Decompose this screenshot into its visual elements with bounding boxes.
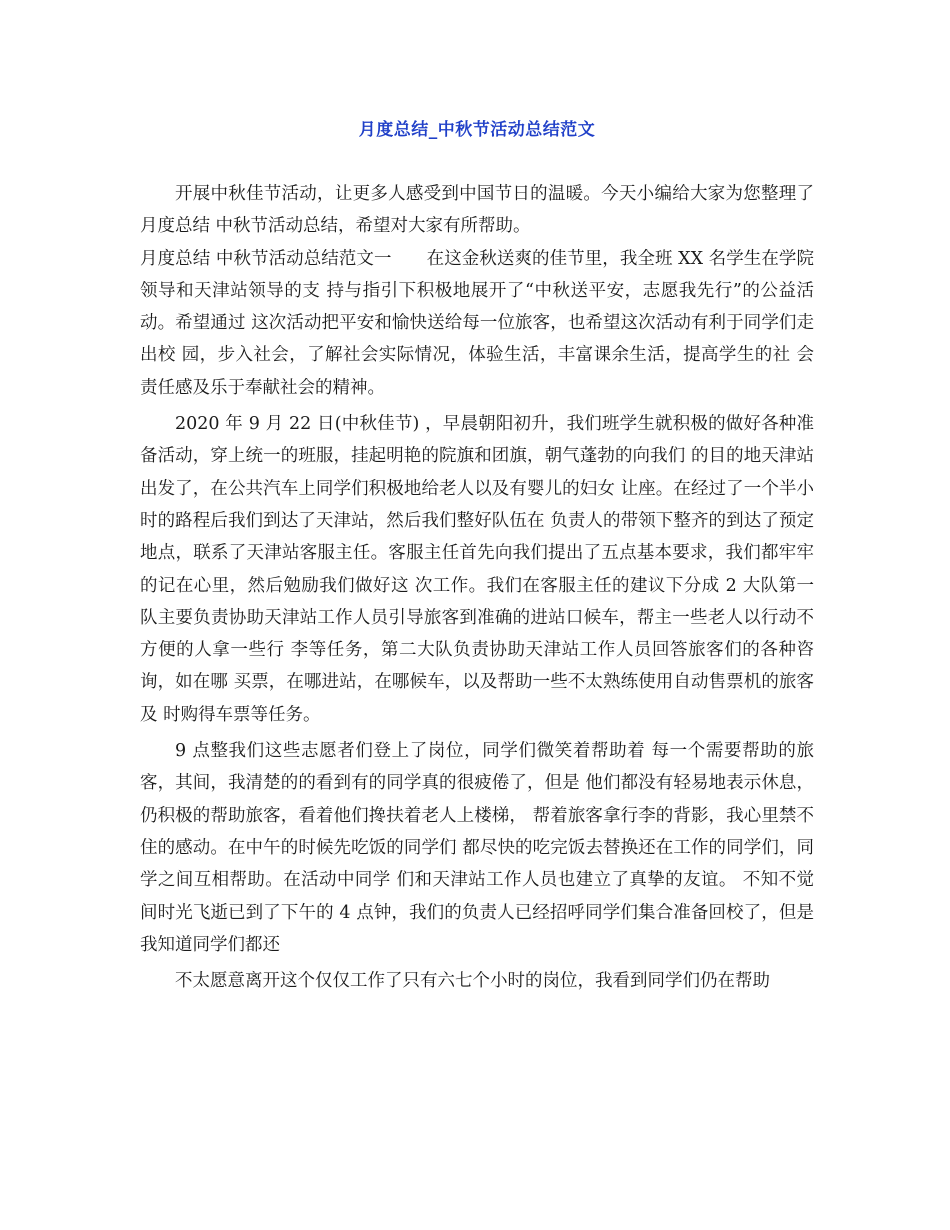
paragraph-body-3: 不太愿意离开这个仅仅工作了只有六七个小时的岗位，我看到同学们仍在帮助: [175, 971, 770, 992]
document-page: [140, 118, 814, 997]
document-title: 月度总结_中秋节活动总结范文: [358, 120, 596, 140]
paragraph-body-2: 9 点整我们这些志愿者们登上了岗位，同学们微笑着帮助着 每一个需要帮助的旅客，其间，我清楚的的看到有的同学真的很疲倦了，但是 他们都没有轻易地表示休息，仍积极的帮助旅客，看着他们搀扶着老人上楼梯， 帮着旅客拿行李的背影，我心里禁不住的感动。在中午的时候先吃饭的同学们 都尽快的吃完饭去替换还在工作的同学们，同学之间互相帮助。在活动中同学 们和天津站工作人员也建立了真挚的友谊。 不知不觉间时光飞逝已到了下午的 4 点钟，我们的负责人已经招呼同学们集合准备回校了，但是我知道同学们都还: [140, 741, 814, 955]
paragraph-intro: 开展中秋佳节活动，让更多人感受到中国节日的温暖。今天小编给大家为您整理了月度总结 中秋节活动总结，希望对大家有所帮助。: [140, 184, 814, 237]
paragraph-section-one: 月度总结 中秋节活动总结范文一 在这金秋送爽的佳节里，我全班 XX 名学生在学院领导和天津站领导的支 持与指引下积极地展开了“中秋送平安，志愿我先行”的公益活动。希望通过 这次活动把平安和愉快送给每一位旅客，也希望这次活动有利于同学们走出校 园，步入社会，了解社会实际情况，体验生活，丰富课余生活，提高学生的社 会责任感及乐于奉献社会的精神。: [140, 248, 814, 398]
paragraph-body-1: 2020 年 9 月 22 日(中秋佳节) ，早晨朝阳初升，我们班学生就积极的做好各种准备活动，穿上统一的班服，挂起明艳的院旗和团旗，朝气蓬勃的向我们 的目的地天津站出发了，在公共汽车上同学们积极地给老人以及有婴儿的妇女 让座。在经过了一个半小时的路程后我们到达了天津站，然后我们整好队伍在 负责人的带领下整齐的到达了预定地点，联系了天津站客服主任。客服主任首先向我们提出了五点基本要求，我们都牢牢的记在心里，然后勉励我们做好这 次工作。我们在客服主任的建议下分成 2 大队第一队主要负责协助天津站工作人员引导旅客到准确的进站口候车，帮主一些老人以行动不方便的人拿一些行 李等任务，第二大队负责协助天津站工作人员回答旅客们的各种咨询，如在哪 买票，在哪进站，在哪候车，以及帮助一些不太熟练使用自动售票机的旅客及 时购得车票等任务。: [140, 414, 814, 725]
